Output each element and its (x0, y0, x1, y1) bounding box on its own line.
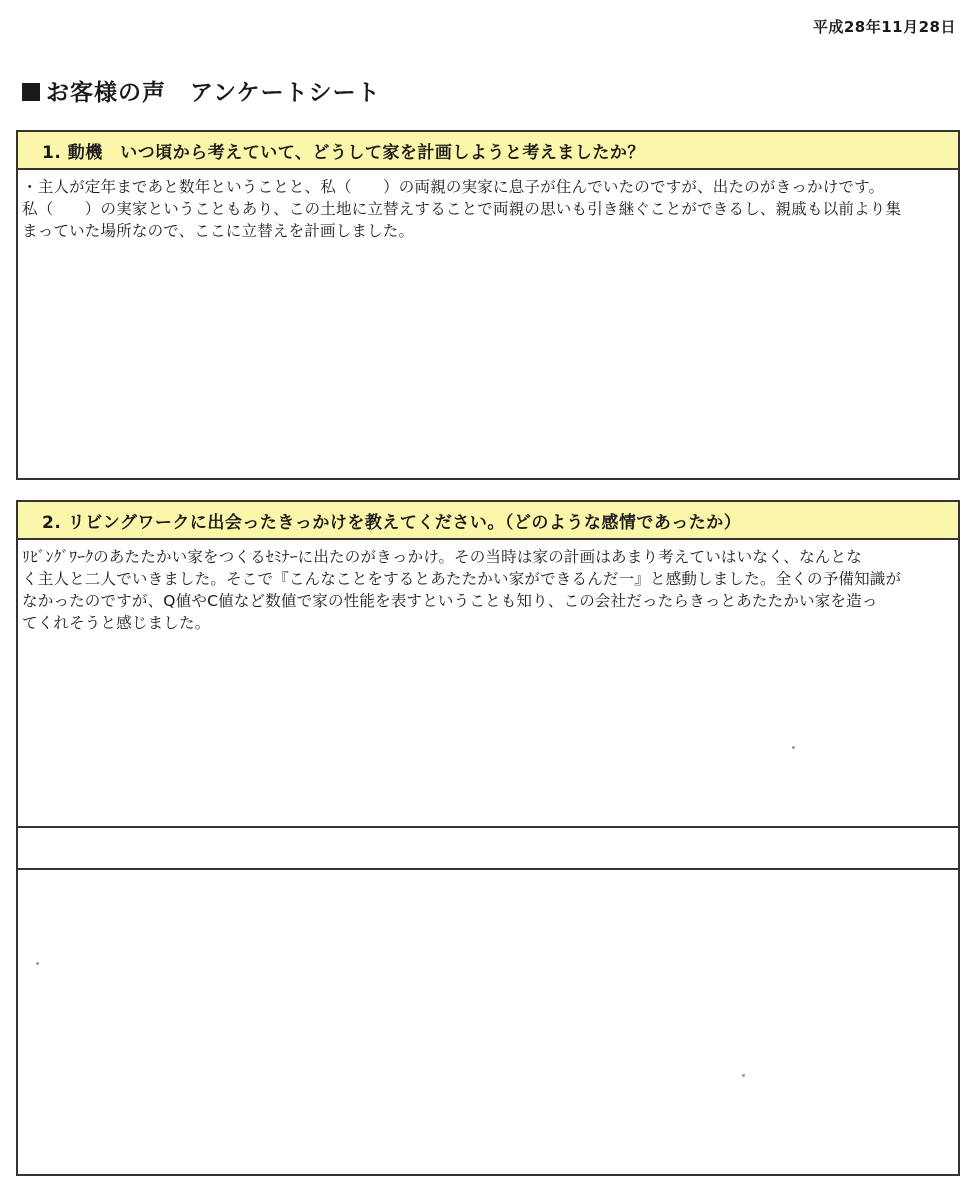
question-1-heading: 1. 動機 いつ頃から考えていて、どうして家を計画しようと考えましたか？ (18, 132, 958, 170)
scan-speck (792, 746, 795, 749)
answer-line: 私（ ）の実家ということもあり、この土地に立替えすることで両親の思いも引き継ぐことができるし、親戚も以前より集 (22, 200, 902, 218)
page-title (22, 74, 381, 107)
question-2-heading: 2. リビングワークに出会ったきっかけを教えてください。（どのような感情であったか） (18, 502, 958, 540)
scan-speck (36, 962, 39, 965)
square-bullet-icon (22, 83, 40, 101)
answer-line: まっていた場所なので、ここに立替えを計画しました。 (22, 222, 415, 240)
answer-line: なかったのですが、Q値やC値など数値で家の性能を表すということも知り、この会社だったらきっとあたたかい家を造っ (22, 592, 878, 610)
question-1-answer (18, 170, 958, 242)
scan-speck (742, 1074, 745, 1077)
question-2-box (16, 500, 960, 828)
answer-line: く主人と二人でいきました。そこで『こんなことをするとあたたかい家ができるんだ一』と感動しました。全くの予備知識が (22, 570, 902, 588)
question-2-answer (18, 540, 958, 634)
answer-line: ・主人が定年まであと数年ということと、私（ ）の両親の実家に息子が住んでいたのですが、出たのがきっかけです。 (22, 178, 885, 196)
answer-line: ﾘﾋﾞﾝｸﾞﾜｰｸのあたたかい家をつくるｾﾐﾅｰに出たのがきっかけ。その当時は家の計画はあまり考えていはいなく、なんとな (22, 548, 862, 566)
document-date: 平成28年11月28日 (812, 18, 956, 36)
empty-answer-box (16, 868, 960, 1176)
question-1-box (16, 130, 960, 480)
empty-heading-box (16, 826, 960, 870)
page-title-text: お客様の声 アンケートシート (46, 80, 381, 106)
answer-line: てくれそうと感じました。 (22, 614, 211, 632)
